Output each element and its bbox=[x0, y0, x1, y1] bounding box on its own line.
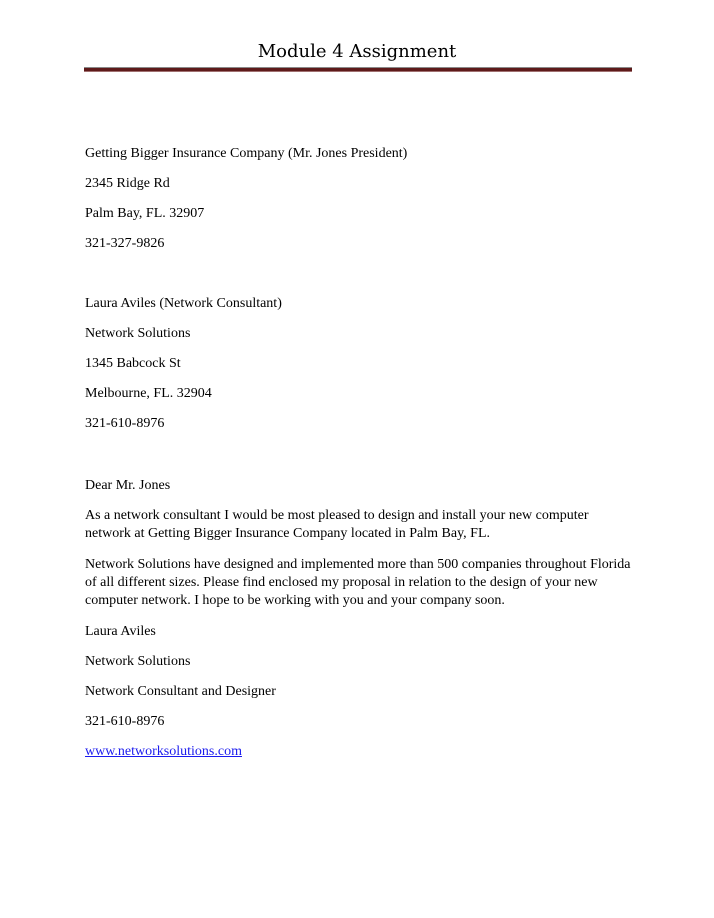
header-divider-bottom-line bbox=[84, 71, 632, 72]
signature-phone: 321-610-8976 bbox=[85, 714, 165, 729]
signature-title: Network Consultant and Designer bbox=[85, 684, 276, 699]
header-divider bbox=[84, 67, 632, 73]
sender-phone: 321-610-8976 bbox=[85, 416, 165, 431]
letter-paragraph-2: Network Solutions have designed and implemented more than 500 companies throughout Florida of all different sizes. Please find enclosed my proposal in relation to the design of your new computer network. I hope to be working with you and your company soon. bbox=[85, 557, 631, 608]
signature-website-line bbox=[85, 743, 635, 761]
sender-company: Network Solutions bbox=[85, 326, 191, 341]
signature-company: Network Solutions bbox=[85, 654, 191, 669]
signature-name: Laura Aviles bbox=[85, 624, 156, 639]
recipient-company: Getting Bigger Insurance Company (Mr. Jones President) bbox=[85, 146, 408, 161]
recipient-city: Palm Bay, FL. 32907 bbox=[85, 206, 205, 221]
website-link[interactable]: www.networksolutions.com bbox=[85, 744, 242, 759]
sender-street: 1345 Babcock St bbox=[85, 356, 181, 371]
page-header-title: Module 4 Assignment bbox=[257, 41, 457, 62]
salutation: Dear Mr. Jones bbox=[85, 478, 171, 493]
letter-paragraph-1: As a network consultant I would be most pleased to design and install your new computer network at Getting Bigger Insurance Company located in Palm Bay, FL. bbox=[85, 508, 589, 541]
sender-name: Laura Aviles (Network Consultant) bbox=[85, 296, 282, 311]
recipient-phone: 321-327-9826 bbox=[85, 236, 165, 251]
sender-city: Melbourne, FL. 32904 bbox=[85, 386, 212, 401]
recipient-street: 2345 Ridge Rd bbox=[85, 176, 170, 191]
